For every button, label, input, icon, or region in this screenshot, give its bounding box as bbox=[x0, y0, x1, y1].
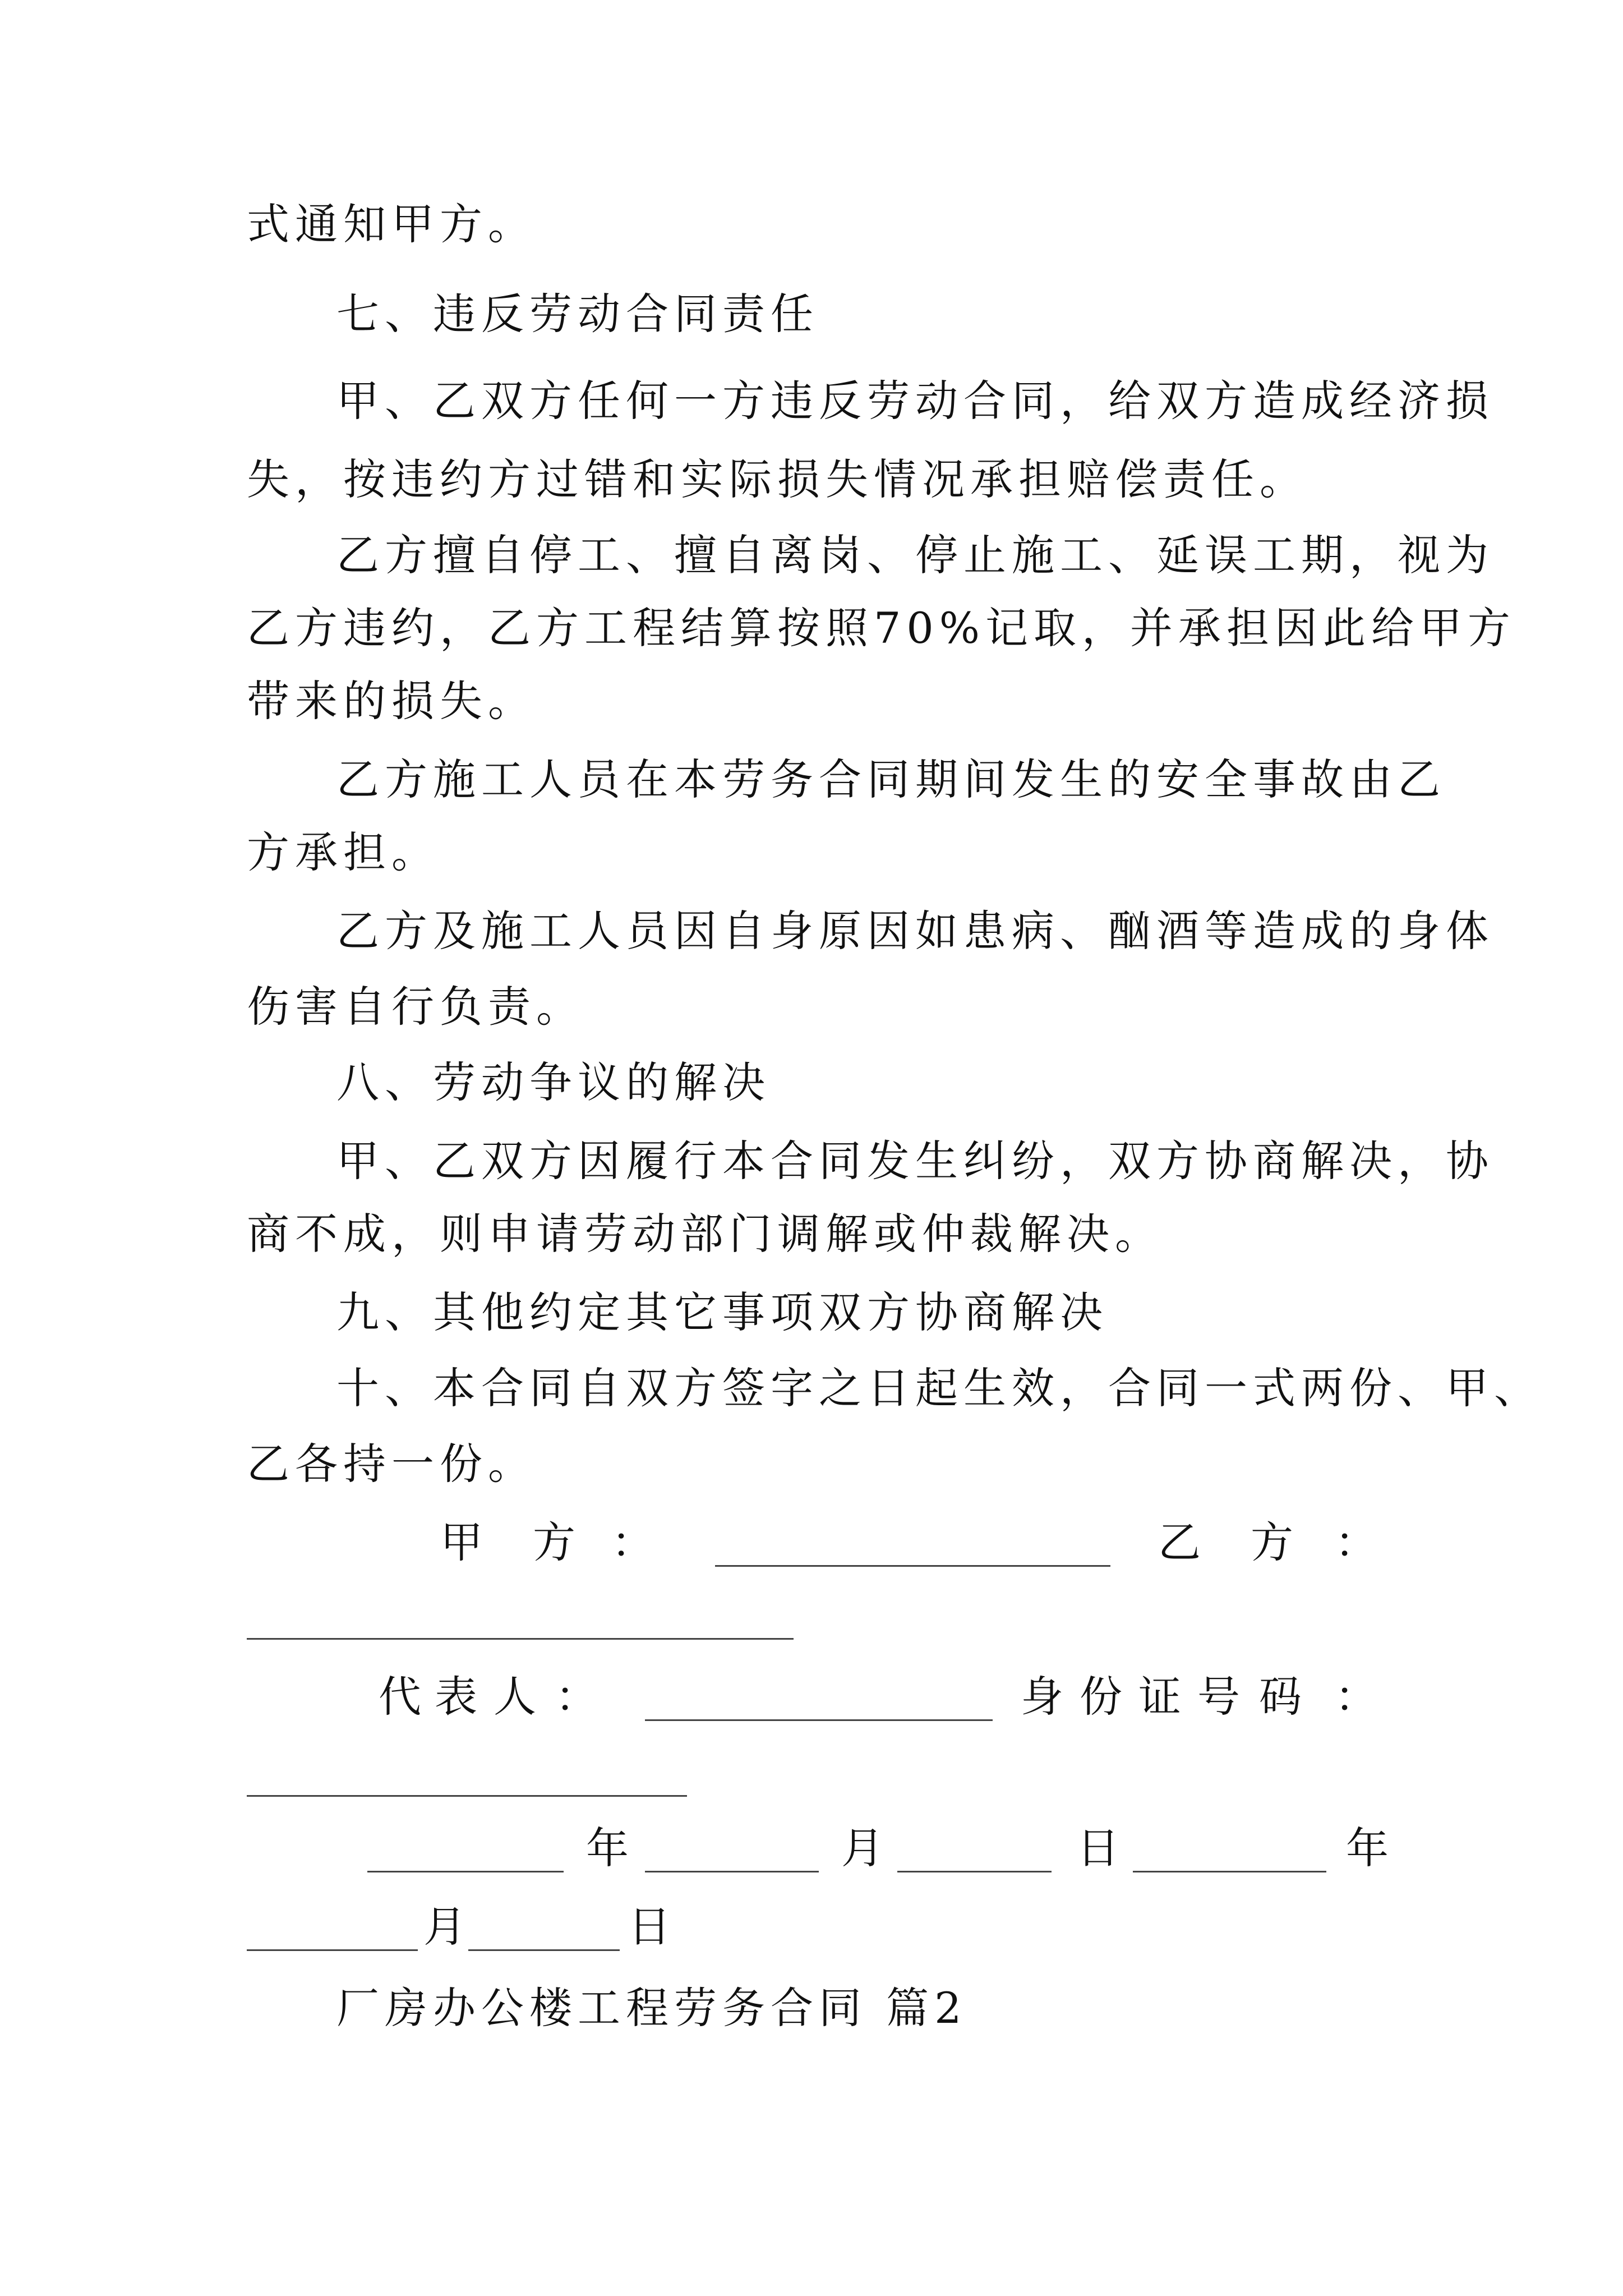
representative-char: 表 bbox=[435, 1672, 477, 1722]
section-heading: 十、本合同自双方签字之日起生效，合同一式两份、甲、 bbox=[336, 1363, 1542, 1413]
section-heading: 九、其他约定其它事项双方协商解决 bbox=[336, 1287, 1108, 1337]
day-label: 日 bbox=[1077, 1823, 1119, 1873]
id-number-char: 身 bbox=[1021, 1672, 1063, 1722]
paragraph-line: 乙方施工人员在本劳务合同期间发生的安全事故由乙 bbox=[336, 754, 1446, 804]
party-b-blank[interactable] bbox=[247, 1638, 794, 1640]
paragraph-line: 乙方及施工人员因自身原因如患病、酗酒等造成的身体 bbox=[336, 906, 1494, 956]
paragraph-line: 式通知甲方。 bbox=[247, 199, 536, 249]
id-number-char: 码 bbox=[1259, 1672, 1302, 1722]
paragraph-line: 带来的损失。 bbox=[247, 676, 536, 726]
party-a-char: ： bbox=[611, 1517, 654, 1567]
party-b-char: ： bbox=[1335, 1517, 1377, 1567]
representative-row bbox=[0, 1669, 1623, 1725]
next-section-title: 厂房办公楼工程劳务合同 篇2 bbox=[336, 1983, 967, 2033]
representative-blank[interactable] bbox=[645, 1719, 993, 1721]
id-number-char: 份 bbox=[1080, 1672, 1122, 1722]
party-a-char: 甲 bbox=[440, 1517, 483, 1567]
id-number-char: ： bbox=[1335, 1672, 1377, 1722]
party-b-year-blank[interactable] bbox=[1133, 1871, 1326, 1872]
party-a-blank[interactable] bbox=[715, 1565, 1110, 1567]
paragraph-line: 甲、乙双方因履行本合同发生纠纷，双方协商解决，协 bbox=[336, 1136, 1494, 1186]
paragraph-line: 乙方违约，乙方工程结算按照70%记取，并承担因此给甲方 bbox=[247, 603, 1516, 653]
id-number-blank[interactable] bbox=[247, 1795, 687, 1797]
year-label: 年 bbox=[586, 1823, 629, 1873]
section-heading: 八、劳动争议的解决 bbox=[336, 1057, 771, 1107]
id-number-char: 号 bbox=[1197, 1672, 1240, 1722]
paragraph-line: 商不成，则申请劳动部门调解或仲裁解决。 bbox=[247, 1209, 1163, 1259]
date-row bbox=[0, 1820, 1623, 1876]
paragraph-line: 乙方擅自停工、擅自离岗、停止施工、延误工期，视为 bbox=[336, 530, 1494, 580]
paragraph-line: 乙各持一份。 bbox=[247, 1439, 536, 1489]
representative-char: 代 bbox=[379, 1672, 421, 1722]
paragraph-line: 伤害自行负责。 bbox=[247, 982, 584, 1032]
day-label: 日 bbox=[628, 1902, 671, 1952]
party-b-day-blank[interactable] bbox=[468, 1949, 620, 1951]
representative-char: ： bbox=[555, 1672, 598, 1722]
month-label: 月 bbox=[423, 1902, 466, 1952]
party-b-month-blank[interactable] bbox=[247, 1949, 418, 1951]
section-heading: 七、违反劳动合同责任 bbox=[336, 289, 819, 339]
representative-char: 人 bbox=[494, 1672, 536, 1722]
party-signature-row bbox=[0, 1515, 1623, 1571]
date-row-continued bbox=[0, 1899, 1623, 1955]
party-a-year-blank[interactable] bbox=[367, 1871, 564, 1872]
party-a-char: 方 bbox=[533, 1517, 575, 1567]
party-b-char: 乙 bbox=[1158, 1517, 1201, 1567]
id-number-char: 证 bbox=[1138, 1672, 1181, 1722]
party-b-char: 方 bbox=[1251, 1517, 1293, 1567]
paragraph-line: 失，按违约方过错和实际损失情况承担赔偿责任。 bbox=[247, 454, 1308, 504]
paragraph-line: 甲、乙双方任何一方违反劳动合同，给双方造成经济损 bbox=[336, 376, 1494, 426]
paragraph-line: 方承担。 bbox=[247, 827, 440, 877]
year-label: 年 bbox=[1346, 1823, 1389, 1873]
party-a-day-blank[interactable] bbox=[897, 1871, 1052, 1872]
month-label: 月 bbox=[841, 1823, 884, 1873]
party-a-month-blank[interactable] bbox=[645, 1871, 819, 1872]
